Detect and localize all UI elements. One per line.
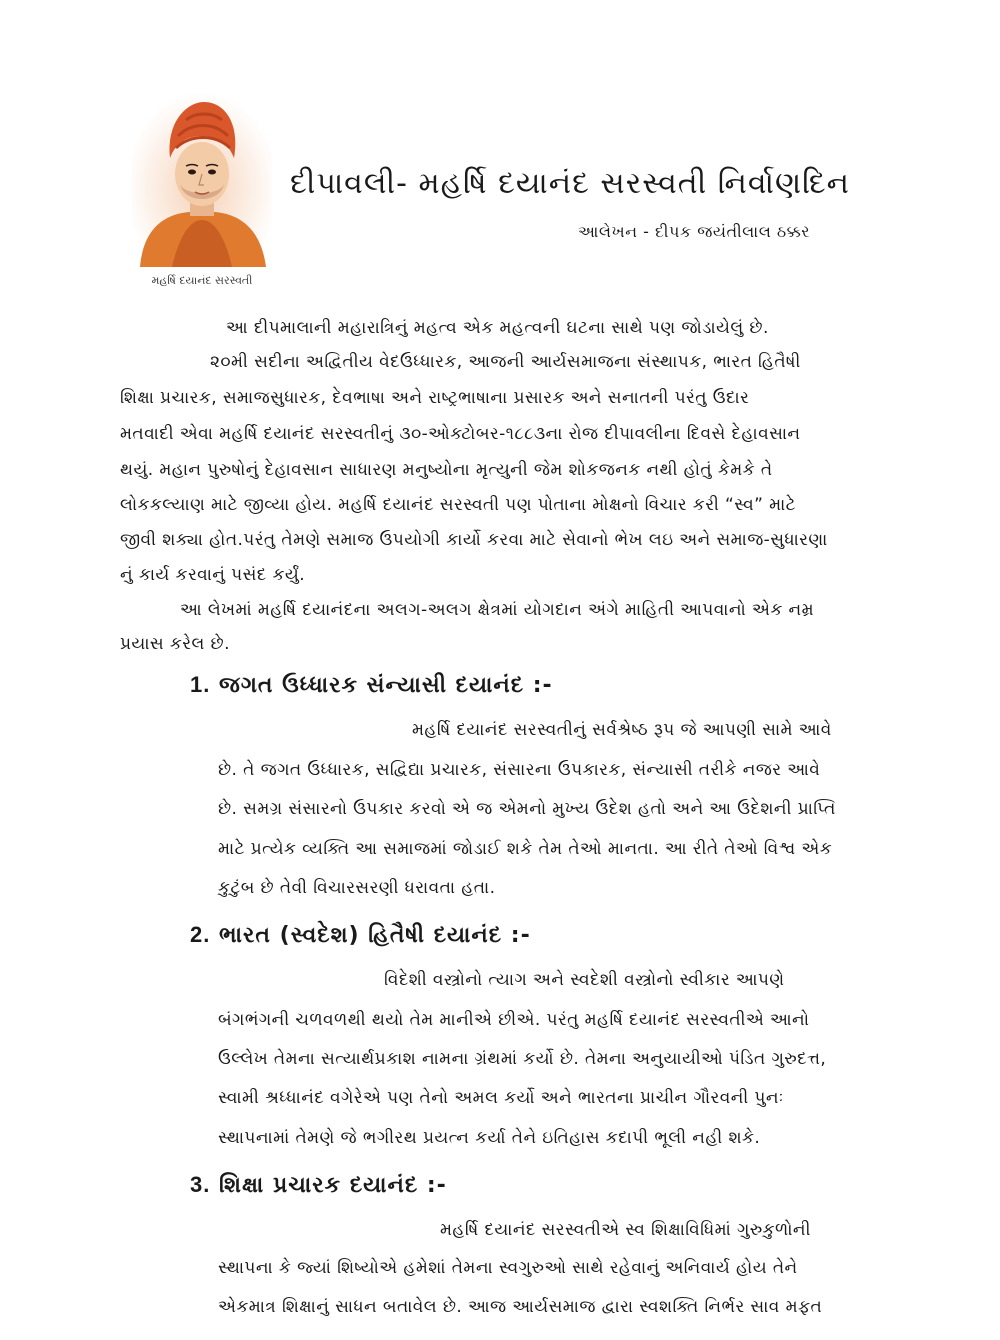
section-3-line: એકમાત્ર શિક્ષાનું સાધન બતાવેલ છે. આજ આર્યસમાજ દ્વારા સ્વશક્તિ નિર્ભર સાવ મફત [218, 1297, 823, 1317]
section-number: 1. [190, 672, 211, 697]
intro-line: પ્રયાસ કરેલ છે. [120, 634, 230, 654]
section-1-line: મહર્ષિ દયાનંદ સરસ્વતીનું સર્વશ્રેષ્ઠ રૂપ જે આપણી સામે આવે [412, 720, 832, 740]
section-title: જગત ઉધ્ધારક સંન્યાસી દયાનંદ :- [219, 673, 553, 698]
intro-line: ૨૦મી સદીના અદ્વિતીય વેદઉધ્ધારક, આજની આર્યસમાજના સંસ્થાપક, ભારત હિતૈષી [210, 352, 801, 372]
portrait-caption: મહર્ષિ દયાનંદ સરસ્વતી [151, 274, 253, 287]
intro-line: નું કાર્ય કરવાનું પસંદ કર્યું. [120, 565, 306, 585]
author-byline: આલેખન - દીપક જયંતીલાલ ઠક્કર [578, 222, 811, 241]
section-3-line: સ્થાપના કે જ્યાં શિષ્યોએ હમેશાં તેમના સ્વગુરુઓ સાથે રહેવાનું અનિવાર્ય હોય તેને [218, 1258, 798, 1278]
intro-line: શિક્ષા પ્રચારક, સમાજસુધારક, દેવભાષા અને રાષ્ટ્રભાષાના પ્રસારક અને સનાતની પરંતુ ઉદાર [120, 388, 750, 408]
intro-line: આ લેખમાં મહર્ષિ દયાનંદના અલગ-અલગ ક્ષેત્રમાં યોગદાન અંગે માહિતી આપવાનો એક નમ્ર [180, 600, 814, 620]
section-2-line: સ્થાપનામાં તેમણે જે ભગીરથ પ્રયત્ન કર્યા તેને ઇતિહાસ કદાપી ભૂલી નહી શકે. [218, 1128, 761, 1148]
section-heading-2 [190, 922, 531, 948]
section-1-line: છે. સમગ્ર સંસારનો ઉપકાર કરવો એ જ એમનો મુખ્ય ઉદેશ હતો અને આ ઉદેશની પ્રાપ્તિ [218, 799, 836, 819]
portrait-image [132, 92, 272, 267]
section-1-line: કુટુંબ છે તેવી વિચારસરણી ધરાવતા હતા. [218, 878, 496, 898]
section-1-line: છે. તે જગત ઉધ્ધારક, સદ્વિદ્યા પ્રચારક, સંસારના ઉપકારક, સંન્યાસી તરીકે નજર આવે [218, 760, 821, 780]
section-number: 2. [190, 922, 211, 947]
section-heading-1 [190, 672, 553, 698]
intro-line: લોકકલ્યાણ માટે જીવ્યા હોય. મહર્ષિ દયાનંદ સરસ્વતી પણ પોતાના મોક્ષનો વિચાર કરી “સ્વ” માટે [120, 495, 796, 515]
intro-line: આ દીપમાલાની મહારાત્રિનું મહત્વ એક મહત્વની ઘટના સાથે પણ જોડાયેલું છે. [226, 318, 769, 338]
intro-line: થયું. મહાન પુરુષોનું દેહાવસાન સાધારણ મનુષ્યોના મૃત્યુની જેમ શોકજનક નથી હોતું કેમકે તે [120, 460, 773, 480]
section-1-line: માટે પ્રત્યેક વ્યક્તિ આ સમાજમાં જોડાઈ શકે તેમ તેઓ માનતા. આ રીતે તેઓ વિશ્વ એક [218, 839, 833, 859]
section-3-line: મહર્ષિ દયાનંદ સરસ્વતીએ સ્વ શિક્ષાવિધિમાં ગુરુકુળોની [440, 1220, 811, 1240]
section-number: 3. [190, 1172, 211, 1197]
section-title: શિક્ષા પ્રચારક દયાનંદ :- [219, 1173, 447, 1198]
section-heading-3 [190, 1172, 447, 1198]
section-2-line: બંગભંગની ચળવળથી થયો તેમ માનીએ છીએ. પરંતુ મહર્ષિ દયાનંદ સરસ્વતીએ આનો [218, 1010, 810, 1030]
intro-line: જીવી શક્યા હોત.પરંતુ તેમણે સમાજ ઉપયોગી કાર્યો કરવા માટે સેવાનો ભેખ લઇ અને સમાજ-સુધારણા [120, 530, 828, 550]
section-2-line: ઉલ્લેખ તેમના સત્યાર્થપ્રકાશ નામના ગ્રંથમાં કર્યો છે. તેમના અનુયાયીઓ પંડિત ગુરુદત્ત, [218, 1049, 827, 1069]
section-title: ભારત (સ્વદેશ) હિતૈષી દયાનંદ :- [219, 923, 531, 948]
section-2-line: સ્વામી શ્રધ્ધાનંદ વગેરેએ પણ તેનો અમલ કર્યો અને ભારતના પ્રાચીન ગૌરવની પુનઃ [218, 1088, 784, 1108]
page-title: દીપાવલી- મહર્ષિ દયાનંદ સરસ્વતી નિર્વાણદિન [290, 166, 851, 201]
section-2-line: વિદેશી વસ્ત્રોનો ત્યાગ અને સ્વદેશી વસ્ત્રોનો સ્વીકાર આપણે [384, 970, 785, 990]
intro-line: મતવાદી એવા મહર્ષિ દયાનંદ સરસ્વતીનું ૩૦-ઓક્ટોબર-૧૮૮૩ના રોજ દીપાવલીના દિવસે દેહાવસાન [120, 424, 801, 444]
